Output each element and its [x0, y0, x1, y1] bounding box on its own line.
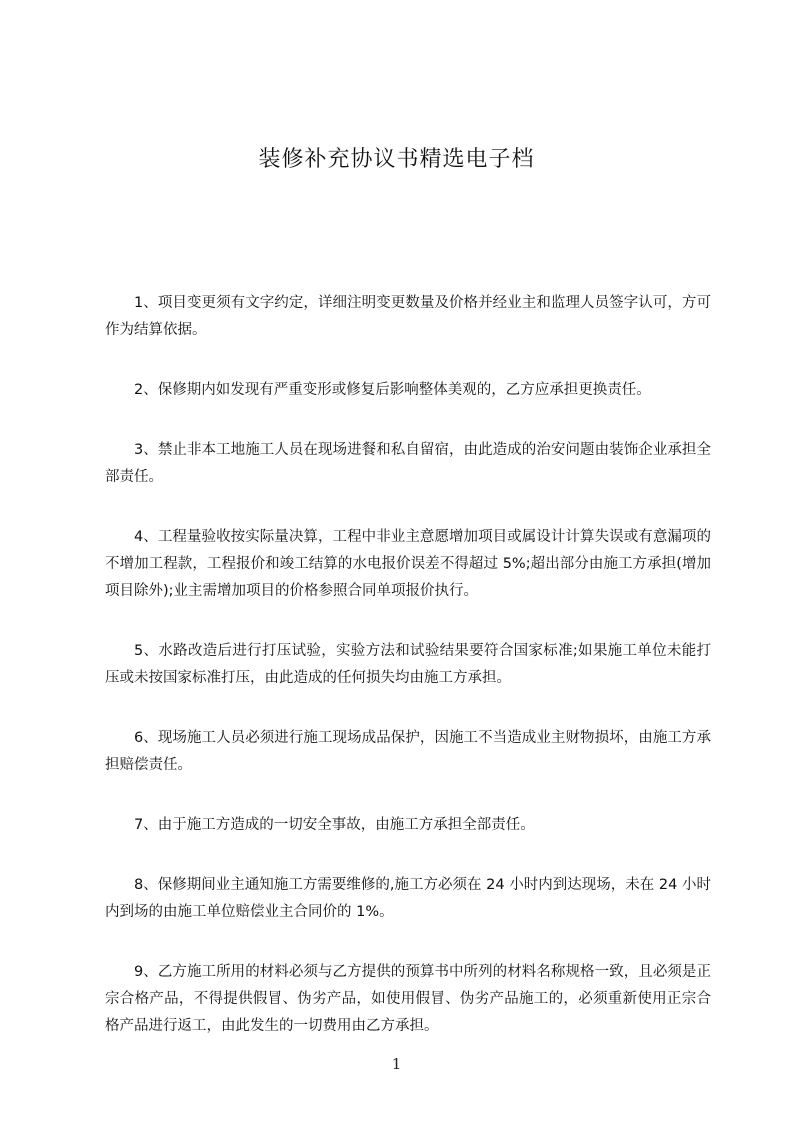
document-title: 装修补充协议书精选电子档	[258, 147, 535, 172]
clause-8: 8、保修期间业主通知施工方需要维修的,施工方必须在 24 小时内到达现场，未在 24 小时内到场的由施工单位赔偿业主合同价的 1%。	[105, 877, 711, 920]
clause-5: 5、水路改造后进行打压试验，实验方法和试验结果要符合国家标准;如果施工单位未能打压或未按国家标准打压，由此造成的任何损失均由施工方承担。	[105, 643, 711, 686]
clause-1: 1、项目变更须有文字约定，详细注明变更数量及价格并经业主和监理人员签字认可，方可作为结算依据。	[105, 295, 711, 338]
clause-3: 3、禁止非本工地施工人员在现场进餐和私自留宿，由此造成的治安问题由装饰企业承担全部责任。	[105, 442, 711, 485]
clause-9: 9、乙方施工所用的材料必须与乙方提供的预算书中所列的材料名称规格一致，且必须是正宗合格产品，不得提供假冒、伪劣产品，如使用假冒、伪劣产品施工的，必须重新使用正宗合格产品进行返工，由此发生的一切费用由乙方承担。	[105, 964, 711, 1034]
clause-2: 2、保修期内如发现有严重变形或修复后影响整体美观的，乙方应承担更换责任。	[134, 382, 651, 398]
page-number: 1	[391, 1055, 402, 1073]
clause-6: 6、现场施工人员必须进行施工现场成品保护，因施工不当造成业主财物损坏，由施工方承担赔偿责任。	[105, 730, 711, 773]
clause-4: 4、工程量验收按实际量决算，工程中非业主意愿增加项目或属设计计算失误或有意漏项的不增加工程款，工程报价和竣工结算的水电报价误差不得超过 5%;超出部分由施工方承担(增加项目除外);业主需增加项目的价格参照合同单项报价执行。	[105, 529, 711, 599]
clause-list	[105, 290, 711, 1073]
clause-7: 7、由于施工方造成的一切安全事故，由施工方承担全部责任。	[134, 817, 535, 833]
